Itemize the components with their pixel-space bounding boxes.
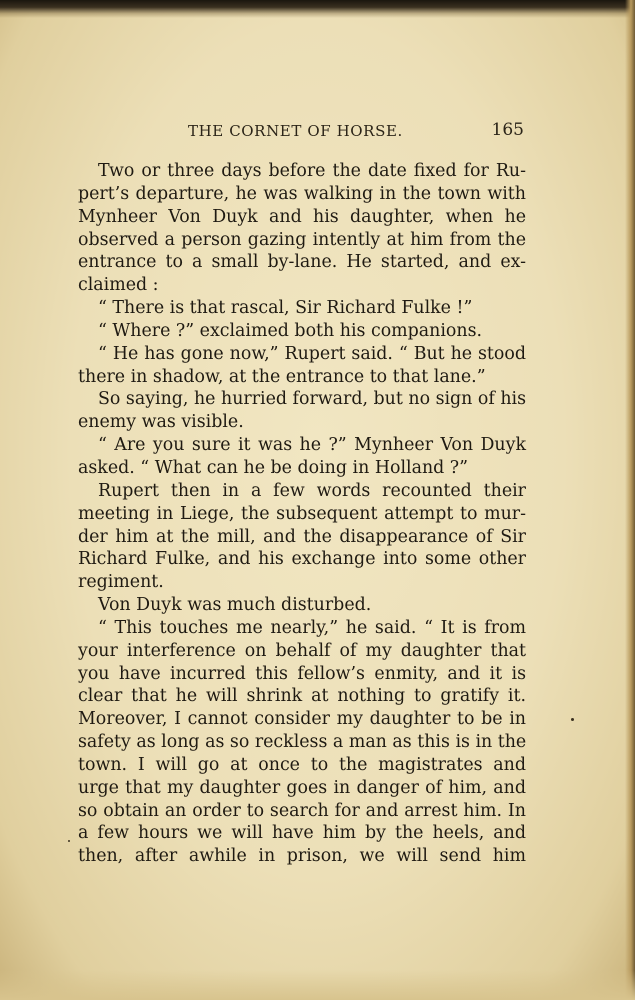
text-line: Two or three days before the date fixed for Ru-	[98, 161, 526, 181]
text-line: “ There is that rascal, Sir Richard Fulke !”	[98, 298, 473, 319]
text-line: Moreover, I cannot consider my daughter to be in	[78, 709, 526, 730]
page-speck	[68, 840, 70, 842]
text-line: then, after awhile in prison, we will send him	[78, 846, 526, 867]
text-line: safety as long as so reckless a man as this is in the	[78, 732, 527, 753]
text-line: So saying, he hurried forward, but no sign of his	[98, 389, 527, 410]
running-title: THE CORNET OF HORSE.	[188, 122, 403, 140]
text-line: observed a person gazing intently at him from the	[78, 229, 526, 250]
text-line: Richard Fulke, and his exchange into some other	[78, 549, 526, 570]
page-top-shadow	[0, 0, 635, 18]
text-line: entrance to a small by-lane. He started, and ex-	[78, 252, 526, 273]
text-line: clear that he will shrink at nothing to gratify it.	[78, 686, 526, 707]
text-line: claimed :	[78, 275, 159, 296]
text-line: asked. “ What can he be doing in Holland ?”	[78, 457, 469, 478]
text-line: Mynheer Von Duyk and his daughter, when he	[78, 206, 526, 227]
text-line: Von Duyk was much disturbed.	[98, 595, 372, 616]
text-line: meeting in Liege, the subsequent attempt to mur-	[78, 503, 526, 524]
page-bottom-edge	[0, 970, 635, 1000]
text-line: pert’s departure, he was walking in the town with	[78, 183, 526, 204]
running-head	[188, 118, 528, 144]
body-text	[78, 160, 526, 868]
text-line: a few hours we will have him by the heels, and	[78, 823, 526, 844]
text-line: your interference on behalf of my daughter that	[78, 640, 526, 661]
page-number: 165	[491, 120, 524, 140]
text-line: “ He has gone now,” Rupert said. “ But he stood	[98, 343, 526, 364]
text-line: so obtain an order to search for and arrest him. In	[78, 800, 526, 821]
text-line: town. I will go at once to the magistrates and	[78, 754, 526, 775]
text-line: “ Are you sure it was he ?” Mynheer Von Duyk	[98, 435, 526, 456]
text-line: “ This touches me nearly,” he said. “ It is from	[98, 617, 526, 638]
text-line: “ Where ?” exclaimed both his companions.	[98, 320, 483, 341]
page-right-edge	[625, 0, 635, 1000]
text-line: Rupert then in a few words recounted their	[98, 480, 526, 501]
page-speck	[571, 718, 574, 721]
text-line: you have incurred this fellow’s enmity, and it is	[78, 663, 526, 684]
text-line: regiment.	[78, 572, 164, 593]
text-line: urge that my daughter goes in danger of him, and	[78, 777, 526, 798]
text-line: der him at the mill, and the disappearance of Sir	[78, 526, 526, 547]
text-line: enemy was visible.	[78, 412, 244, 433]
text-line: there in shadow, at the entrance to that lane.”	[78, 366, 486, 387]
